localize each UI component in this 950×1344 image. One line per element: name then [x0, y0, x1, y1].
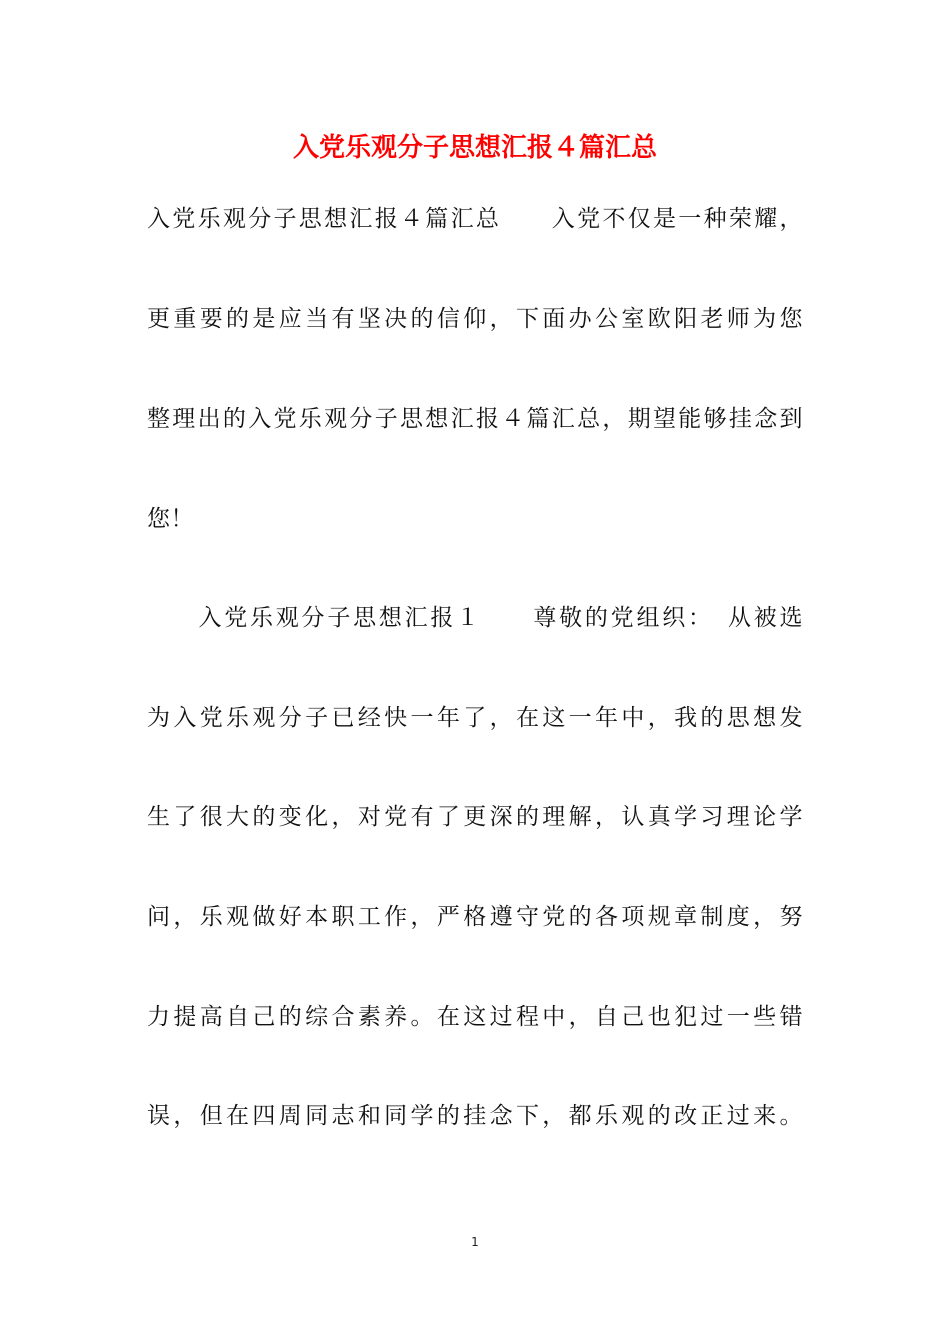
paragraph-line: 生了很大的变化，对党有了更深的理解，认真学习理论学 — [147, 804, 803, 830]
paragraph-line: 问，乐观做好本职工作，严格遵守党的各项规章制度，努 — [147, 904, 803, 930]
paragraph-line: 更重要的是应当有坚决的信仰，下面办公室欧阳老师为您 — [147, 306, 803, 332]
paragraph-line: 力提高自己的综合素养。在这过程中，自己也犯过一些错 — [147, 1004, 803, 1030]
document-title: 入党乐观分子思想汇报４篇汇总 — [292, 133, 657, 163]
paragraph-line: 您！ — [147, 506, 194, 532]
paragraph-line: 整理出的入党乐观分子思想汇报４篇汇总，期望能够挂念到 — [147, 406, 803, 432]
paragraph-line: 为入党乐观分子已经快一年了，在这一年中，我的思想发 — [147, 705, 803, 731]
paragraph-line: 入党乐观分子思想汇报１ 尊敬的党组织： 从被选 — [147, 605, 803, 631]
paragraph-line: 误，但在四周同志和同学的挂念下，都乐观的改正过来。 — [147, 1103, 803, 1129]
page-number: 1 — [471, 1235, 479, 1249]
paragraph-line: 入党乐观分子思想汇报４篇汇总 入党不仅是一种荣耀， — [147, 206, 803, 232]
